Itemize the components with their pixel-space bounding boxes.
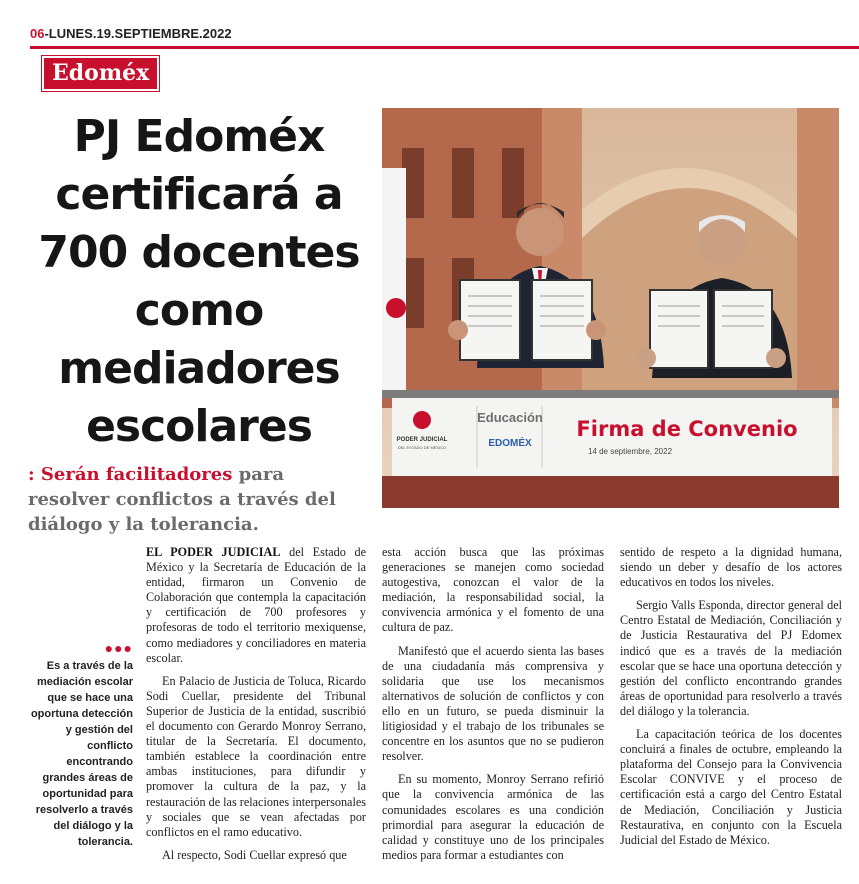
banner-edomex: EDOMÉX [488, 438, 532, 449]
article-column-3 [620, 545, 842, 848]
headline [24, 108, 374, 456]
subhead-lead: : Serán facilitadores [28, 464, 233, 485]
subheadline [28, 462, 368, 537]
headline-line: certificará a [55, 169, 343, 220]
article-paragraph: Manifestó que el acuerdo sienta las bases de una ciudadanía más comprensiva y solidaria que use los mecanismos alternativos de solución de conflictos y con ello en un futuro, se pueda disminuir la litigiosidad y el trabajo de los tribunales se concentre en los asuntos que no se pudieron resolver. [382, 643, 604, 764]
article-paragraph: esta acción busca que las próximas generaciones se manejen como sociedad autogestiva, conozcan el valor de la mediación, la responsabilidad social, la convivencia armónica y el fomento de una cultura de paz. [382, 545, 604, 635]
photo-illustration [382, 108, 839, 508]
banner-pj-logo-sub: DEL ESTADO DE MÉXICO [397, 445, 447, 450]
article-photo [382, 108, 839, 508]
headline-line: 700 docentes [38, 227, 360, 278]
pull-quote [30, 640, 133, 850]
article-column-1 [146, 545, 366, 863]
pull-quote-dots: ●●● [104, 640, 133, 656]
page-number: 06 [30, 26, 45, 41]
banner-educacion: Educación [477, 410, 543, 425]
headline-line: mediadores [58, 343, 340, 394]
subhead-rest: para resolver conflictos a través del diálogo y la tolerancia. [28, 464, 336, 535]
pull-quote-text: Es a través de la mediación escolar que se hace una oportuna detección y gestión del conflicto encontrando grandes áreas de oportunidad para resolverlo a través del diálogo y la tolerancia. [30, 660, 133, 848]
banner-title: Firma de Convenio [576, 417, 798, 441]
article-paragraph: Sergio Valls Esponda, director general del Centro Estatal de Mediación, Conciliación y de Justicia Restaurativa del PJ Edomex indicó que es a través de la mediación escolar que se hace una oportuna detección y gestión del conflicto encontrando grandes áreas de oportunidad para resolverlo a través del diálogo y la tolerancia. [620, 598, 842, 718]
issue-date: -LUNES.19.SEPTIEMBRE.2022 [44, 26, 232, 41]
section-tag: Edoméx [42, 56, 159, 91]
header-rule [30, 46, 859, 49]
headline-line: escolares [86, 401, 312, 452]
banner-date: 14 de septiembre, 2022 [587, 447, 673, 456]
headline-line: como [134, 285, 264, 336]
article-paragraph: La capacitación teórica de los docentes concluirá a finales de octubre, empleando la plataforma del Consejo para la Convivencia Escolar CONVIVE y el proceso de certificación está a cargo del Centro Estatal de Mediación, Conciliación y Justicia Restaurativa, en conjunto con la Escuela Judicial del Estado de México. [620, 727, 842, 847]
banner-pj-logo-text: PODER JUDICIAL [396, 437, 448, 443]
article-column-2 [382, 545, 604, 863]
article-paragraph: Al respecto, Sodi Cuellar expresó que [162, 847, 347, 862]
page-header [30, 26, 232, 41]
article-paragraph [146, 545, 366, 666]
article-lead-caps: EL PODER JUDICIAL [146, 545, 281, 559]
headline-line: PJ Edoméx [73, 111, 325, 162]
article-paragraph: En Palacio de Justicia de Toluca, Ricardo Sodi Cuellar, presidente del Tribunal Superior de Justicia de la entidad, suscribió el documento con Gerardo Monroy Serrano, titular de la Secretaría. El documento, también establece la coordinación entre ambas instituciones, para difundir y promover la cultura de la paz, y la restauración de las relaciones interpersonales y sociales que se vean afectadas por conflictos en el ramo educativo. [146, 673, 366, 839]
article-paragraph-text: del Estado de México y la Secretaría de Educación de la entidad, firmaron un Convenio de Colaboración que contempla la capacitación y certificación de 700 profesores y profesoras de todo el territorio mexiquense, como mediadores y conciliadores en materia escolar. [146, 545, 366, 665]
article-paragraph: sentido de respeto a la dignidad humana, siendo un deber y desafío de los actores educativos en todos los niveles. [620, 545, 842, 590]
article-paragraph: En su momento, Monroy Serrano refirió que la convivencia armónica de las comunidades escolares es una condición primordial para asegurar la educación de calidad y constituye uno de los principales medios para formar a estudiantes con [382, 772, 604, 862]
